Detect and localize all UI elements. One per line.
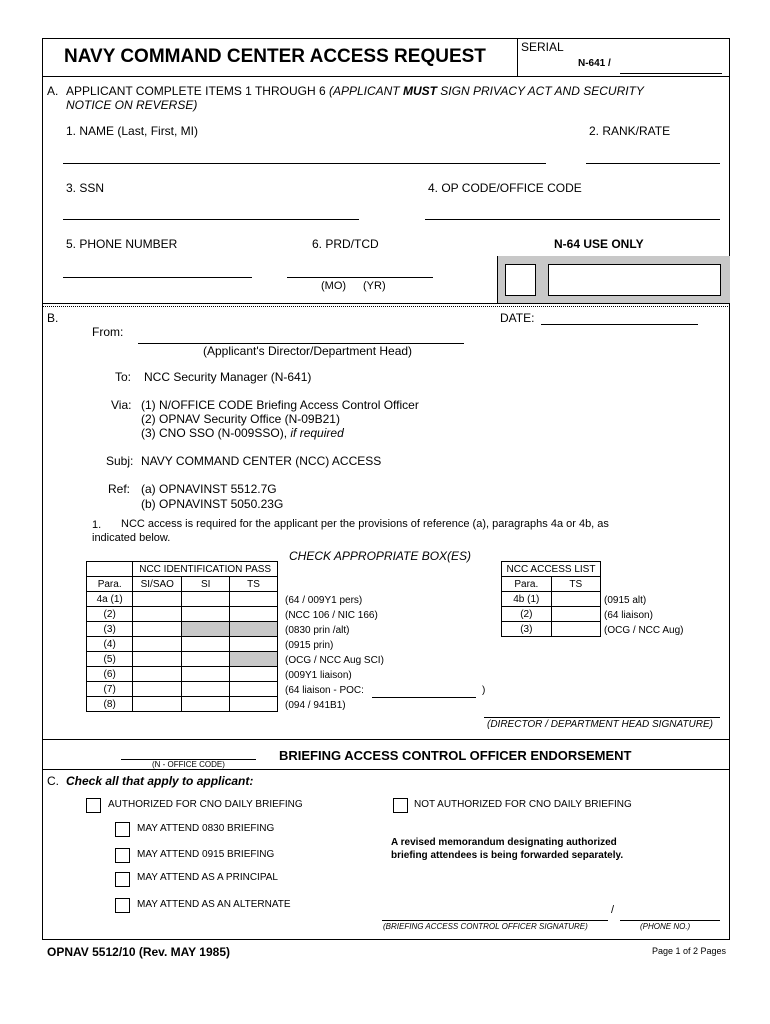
pass-row-para: (2) (87, 607, 133, 622)
check-heading: CHECK APPROPRIATE BOX(ES) (289, 549, 472, 563)
bac-officer-signature-caption: (BRIEFING ACCESS CONTROL OFFICER SIGNATURE) (383, 922, 588, 931)
attend-alternate-label: MAY ATTEND AS AN ALTERNATE (137, 899, 291, 910)
authorized-label: AUTHORIZED FOR CNO DAILY BRIEFING (108, 799, 303, 810)
pass-header-ts: TS (230, 577, 278, 592)
pass-cell-si-sao[interactable] (133, 592, 182, 607)
subj-label: Subj: (106, 454, 134, 468)
pass-cell-si-sao[interactable] (133, 622, 182, 637)
header-divider (42, 76, 730, 77)
paragraph-number: 1. (92, 519, 102, 531)
director-signature-caption: (DIRECTOR / DEPARTMENT HEAD SIGNATURE) (487, 719, 713, 730)
table-row (87, 637, 278, 652)
pass-cell-si[interactable] (182, 637, 230, 652)
phone-field[interactable] (63, 277, 252, 278)
item-ssn-label: 3. SSN (66, 181, 105, 195)
list-header-para: Para. (502, 577, 552, 592)
prd-mo-caption: (MO) (321, 280, 347, 292)
ssn-field[interactable] (63, 219, 359, 220)
pass-row-para: (5) (87, 652, 133, 667)
attend-0915-checkbox[interactable] (115, 848, 130, 863)
from-label: From: (92, 325, 124, 339)
pass-cell-si-sao[interactable] (133, 667, 182, 682)
table-row (87, 652, 278, 667)
item-rank-label: 2. RANK/RATE (589, 124, 671, 138)
endorsement-title: BRIEFING ACCESS CONTROL OFFICER ENDORSEMENT (279, 748, 632, 763)
via-item-1: (1) N/OFFICE CODE Briefing Access Control Officer (141, 398, 419, 412)
via-item-3-text: (3) CNO SSO (N-009SSO), (141, 426, 291, 440)
signature-slash: / (611, 904, 615, 916)
pass-cell-ts[interactable] (230, 607, 278, 622)
serial-input-line[interactable] (620, 73, 722, 74)
pass-row-para: (6) (87, 667, 133, 682)
pass-cell-ts[interactable] (230, 592, 278, 607)
list-cell-ts[interactable] (551, 607, 600, 622)
pass-cell-si[interactable] (182, 667, 230, 682)
table-row (502, 622, 601, 637)
pass-cell-si[interactable] (182, 607, 230, 622)
pass-note: (009Y1 liaison) (285, 670, 352, 681)
bac-phone-field[interactable] (620, 920, 720, 921)
from-caption: (Applicant's Director/Department Head) (203, 344, 413, 358)
pass-row-para: (3) (87, 622, 133, 637)
pass-cell-si[interactable] (182, 592, 230, 607)
list-table-title: NCC ACCESS LIST (502, 562, 601, 577)
endorsement-divider (42, 769, 730, 770)
director-signature-field[interactable] (484, 717, 720, 718)
table-row (87, 667, 278, 682)
pass-note: (OCG / NCC Aug SCI) (285, 655, 384, 666)
section-a-dotted-divider (42, 306, 730, 307)
to-label: To: (115, 370, 132, 384)
pass-cell-si-sao[interactable] (133, 697, 182, 712)
table-row (87, 622, 278, 637)
rank-field[interactable] (586, 163, 720, 164)
pass-cell-ts[interactable] (230, 697, 278, 712)
date-label: DATE: (500, 311, 535, 325)
pass-note: (0830 prin /alt) (285, 625, 350, 636)
not-authorized-checkbox[interactable] (393, 798, 408, 813)
item-opcode-label: 4. OP CODE/OFFICE CODE (428, 181, 582, 195)
not-authorized-label: NOT AUTHORIZED FOR CNO DAILY BRIEFING (414, 799, 632, 810)
form-title: NAVY COMMAND CENTER ACCESS REQUEST (64, 46, 486, 67)
instruction-part3: SIGN PRIVACY ACT AND SECURITY (436, 84, 644, 98)
date-field[interactable] (541, 324, 698, 325)
pass-note: (0915 prin) (285, 640, 334, 651)
list-cell-ts[interactable] (551, 622, 600, 637)
paragraph-text: NCC access is required for the applicant per the provisions of reference (a), paragraphs 4a or 4b, as (121, 518, 609, 530)
pass-cell-si[interactable] (182, 652, 230, 667)
section-c-letter: C. (47, 774, 59, 788)
pass-row-para: (7) (87, 682, 133, 697)
attend-principal-checkbox[interactable] (115, 872, 130, 887)
pass-cell-ts[interactable] (230, 682, 278, 697)
opcode-field[interactable] (425, 219, 720, 220)
table-row (87, 592, 278, 607)
via-label: Via: (111, 398, 132, 412)
form-id: OPNAV 5512/10 (Rev. MAY 1985) (47, 945, 230, 959)
attend-0830-label: MAY ATTEND 0830 BRIEFING (137, 823, 275, 834)
n64-box-2[interactable] (548, 264, 721, 296)
attend-alternate-checkbox[interactable] (115, 898, 130, 913)
pass-table-title: NCC IDENTIFICATION PASS (133, 562, 278, 577)
attend-0915-label: MAY ATTEND 0915 BRIEFING (137, 849, 275, 860)
table-row (502, 592, 601, 607)
pass-row-para: (4) (87, 637, 133, 652)
prd-field[interactable] (287, 277, 433, 278)
pass-cell-si-sao[interactable] (133, 682, 182, 697)
list-row-para: 4b (1) (502, 592, 552, 607)
pass-row-para: (8) (87, 697, 133, 712)
pass-cell-si-sao[interactable] (133, 607, 182, 622)
ncc-identification-pass-table (86, 561, 278, 712)
list-note: (0915 alt) (604, 595, 647, 606)
pass-cell-si-shaded (182, 622, 230, 637)
poc-close: ) (482, 685, 486, 696)
pass-cell-si[interactable] (182, 682, 230, 697)
serial-prefix: N-641 / (578, 58, 611, 69)
section-a-instruction (66, 84, 644, 98)
pass-note: (094 / 941B1) (285, 700, 346, 711)
attend-0830-checkbox[interactable] (115, 822, 130, 837)
ref-b: (b) OPNAVINST 5050.23G (141, 497, 284, 511)
instruction-part1: APPLICANT COMPLETE ITEMS 1 THROUGH 6 (66, 84, 329, 98)
office-code-caption: (N - OFFICE CODE) (152, 760, 225, 769)
pass-note: (NCC 106 / NIC 166) (285, 610, 378, 621)
list-row-para: (2) (502, 607, 552, 622)
bac-phone-caption: (PHONE NO.) (640, 922, 691, 931)
serial-divider (517, 38, 518, 76)
table-row (502, 607, 601, 622)
instruction-must: MUST (402, 84, 437, 98)
list-header-ts: TS (551, 577, 600, 592)
list-row-para: (3) (502, 622, 552, 637)
subj-value: NAVY COMMAND CENTER (NCC) ACCESS (141, 454, 382, 468)
pass-note: (64 / 009Y1 pers) (285, 595, 363, 606)
table-row (87, 682, 278, 697)
table-row (87, 607, 278, 622)
via-item-3-italic: if required (290, 426, 344, 440)
pass-cell-ts[interactable] (230, 637, 278, 652)
via-item-2: (2) OPNAV Security Office (N-09B21) (141, 412, 340, 426)
pass-header-si: SI (182, 577, 230, 592)
item-phone-label: 5. PHONE NUMBER (66, 237, 178, 251)
section-a-instruction-line2: NOTICE ON REVERSE) (66, 98, 198, 112)
n64-use-only: N-64 USE ONLY (554, 237, 644, 251)
table-row (87, 697, 278, 712)
pass-cell-ts[interactable] (230, 667, 278, 682)
prd-yr-caption: (YR) (363, 280, 386, 292)
pass-cell-si-sao[interactable] (133, 637, 182, 652)
via-item-3 (141, 426, 344, 440)
poc-field[interactable] (372, 697, 476, 698)
ref-label: Ref: (108, 482, 131, 496)
name-field[interactable] (63, 163, 546, 164)
serial-label: SERIAL (521, 40, 564, 54)
pass-row-para: 4a (1) (87, 592, 133, 607)
n64-box-1[interactable] (505, 264, 536, 296)
item-prd-label: 6. PRD/TCD (312, 237, 379, 251)
authorized-checkbox[interactable] (86, 798, 101, 813)
list-note: (OCG / NCC Aug) (604, 625, 684, 636)
pass-header-para: Para. (87, 577, 133, 592)
section-a-divider (42, 303, 730, 304)
to-value: NCC Security Manager (N-641) (144, 370, 312, 384)
ncc-access-list-table (501, 561, 601, 637)
pass-note: (64 liaison - POC: (285, 685, 364, 696)
instruction-part2: (APPLICANT (328, 84, 403, 98)
section-a-letter: A. (47, 84, 59, 98)
list-cell-ts[interactable] (551, 592, 600, 607)
item-name-label: 1. NAME (Last, First, MI) (66, 124, 199, 138)
memo-line-2: briefing attendees is being forwarded separately. (391, 850, 624, 861)
pass-cell-ts-shaded (230, 622, 278, 637)
page-number: Page 1 of 2 Pages (652, 946, 727, 956)
pass-cell-ts-shaded (230, 652, 278, 667)
section-b-letter: B. (47, 311, 59, 325)
paragraph-text-line2: indicated below. (92, 532, 171, 544)
memo-line-1: A revised memorandum designating authorized (391, 837, 617, 848)
pass-cell-si-sao[interactable] (133, 652, 182, 667)
pass-cell-si[interactable] (182, 697, 230, 712)
section-c-heading: Check all that apply to applicant: (66, 774, 254, 788)
list-note: (64 liaison) (604, 610, 653, 621)
attend-principal-label: MAY ATTEND AS A PRINCIPAL (137, 872, 278, 883)
ref-a: (a) OPNAVINST 5512.7G (141, 482, 277, 496)
pass-header-si-sao: SI/SAO (133, 577, 182, 592)
section-b-divider (42, 739, 730, 740)
bac-officer-signature-field[interactable] (382, 920, 608, 921)
